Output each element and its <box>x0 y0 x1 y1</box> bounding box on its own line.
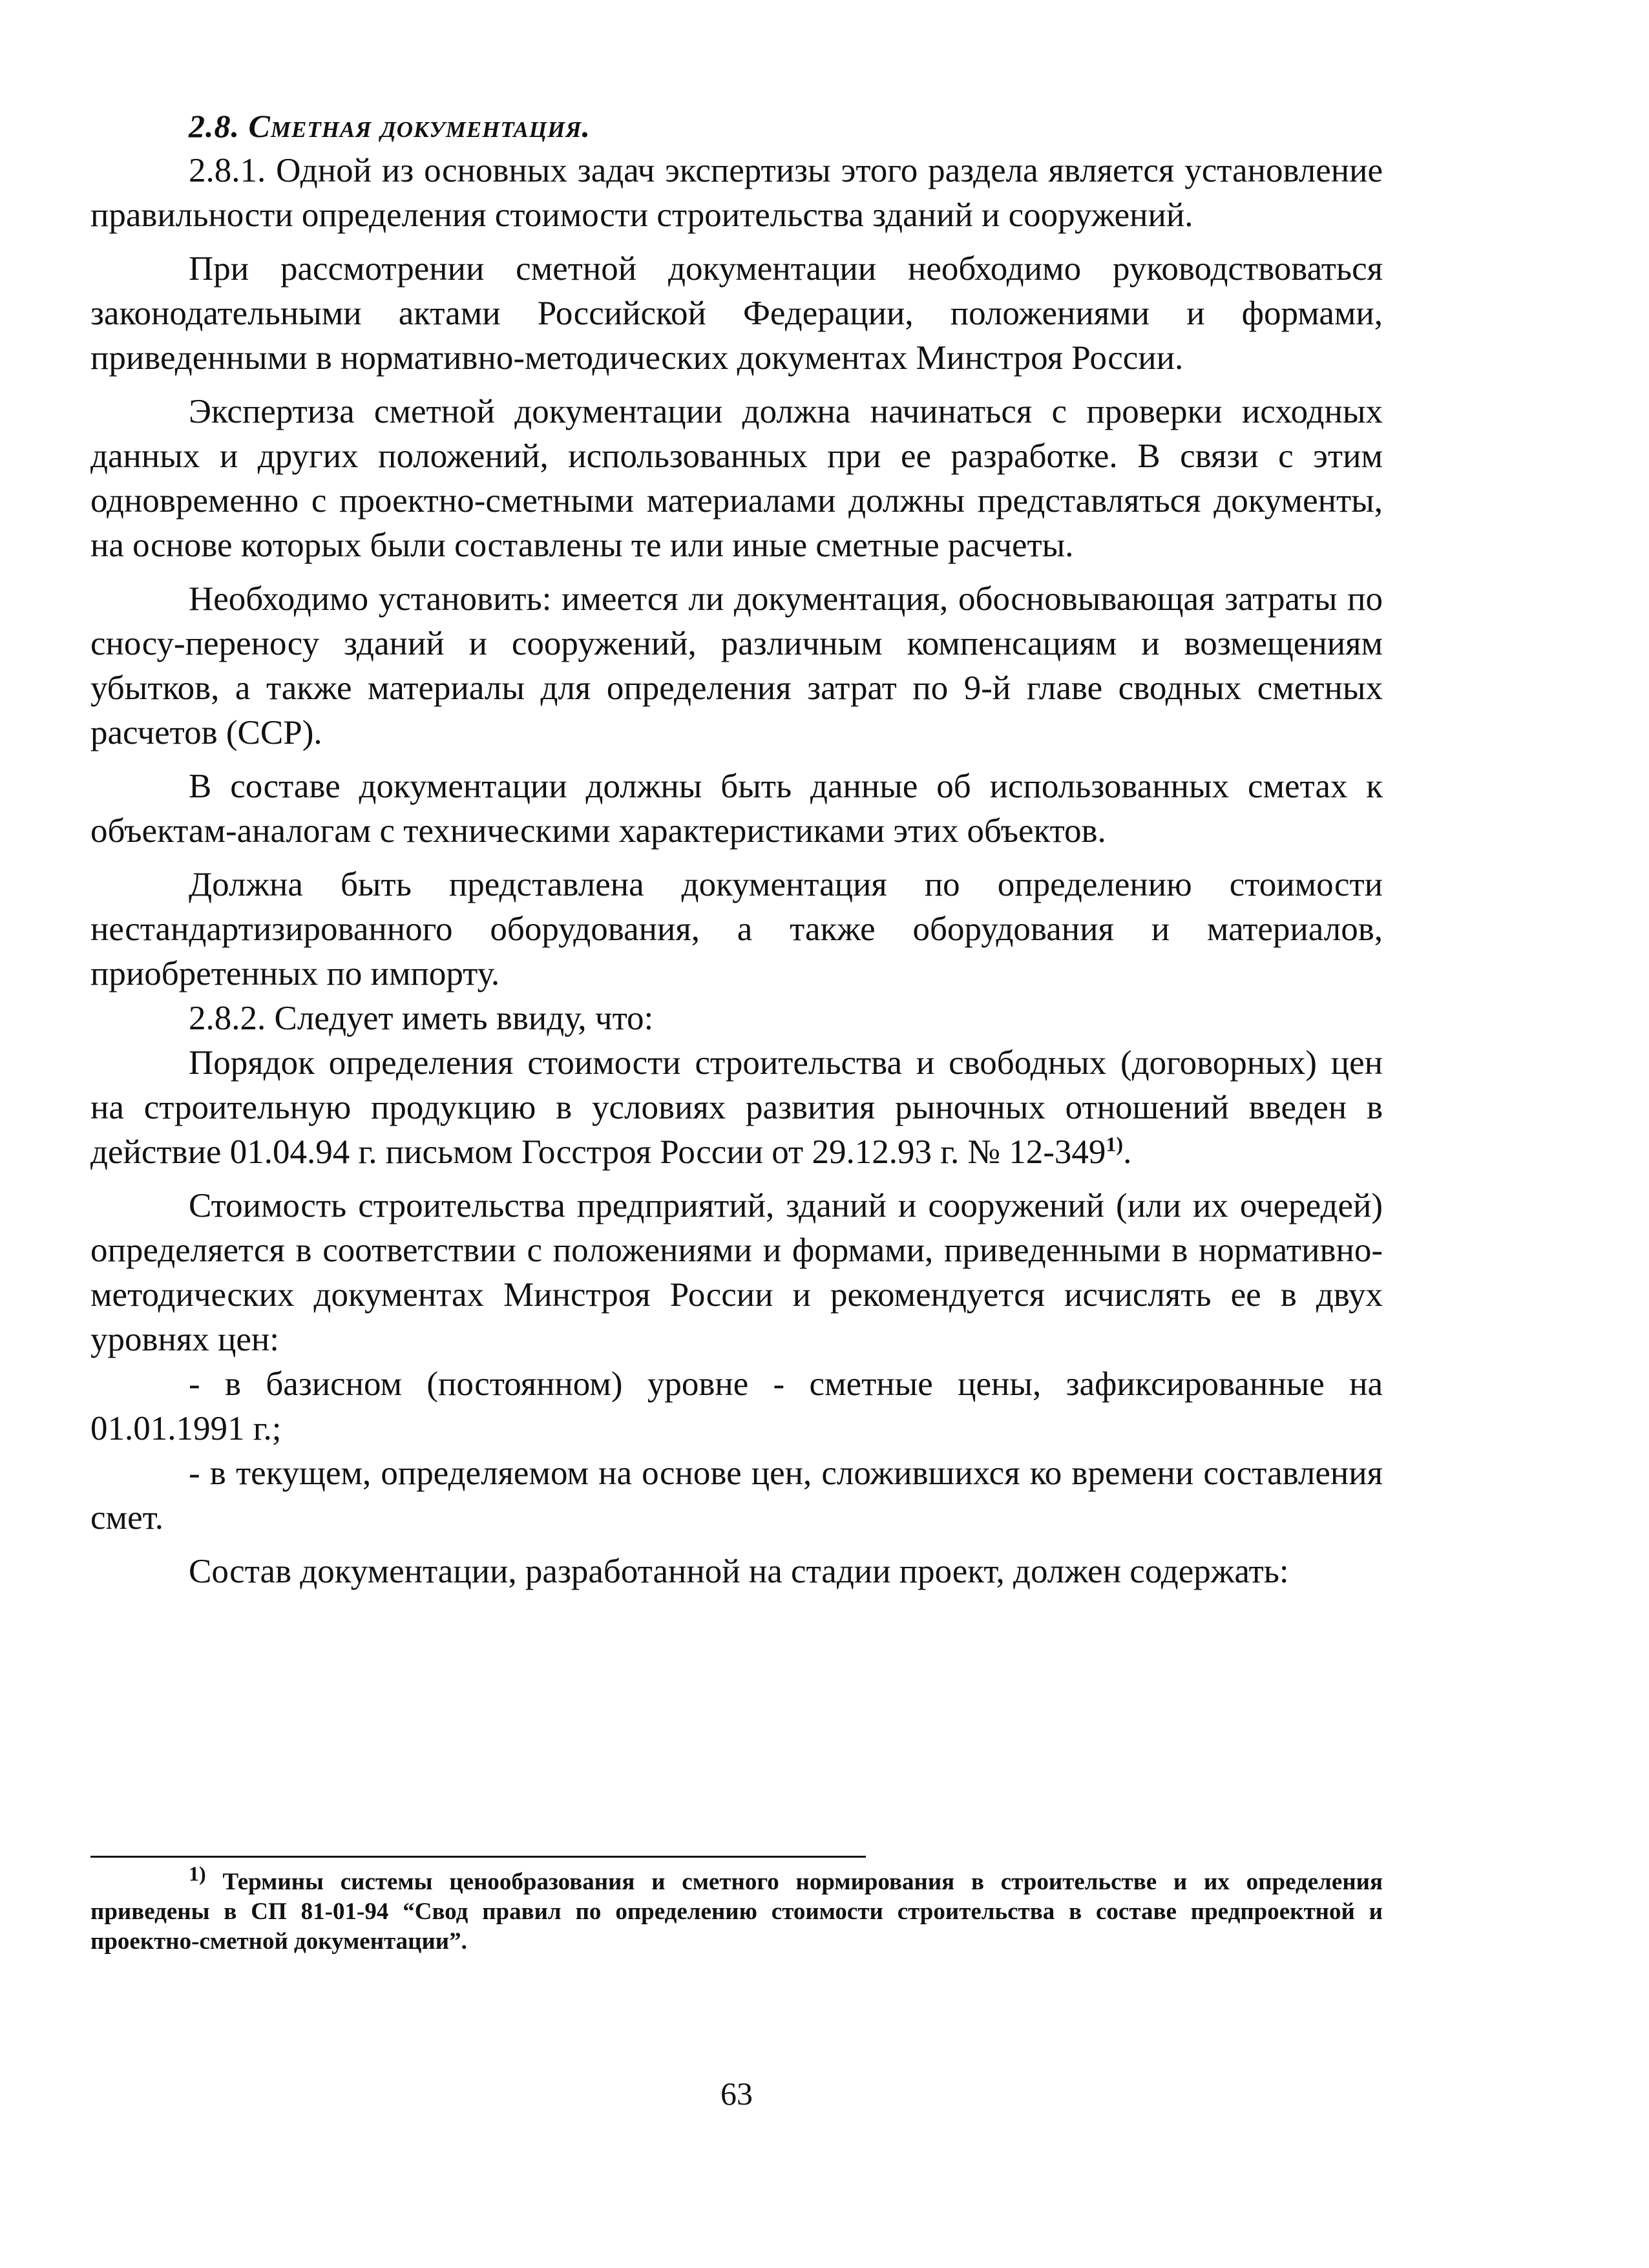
paragraph-4: Необходимо установить: имеется ли документация, обосновывающая затраты по сносу-переносу зданий и сооружений, различным компенсациям и возмещениям убытков, а также материалы для определения затрат по 9-й главе сводных сметных расчетов (ССР). <box>90 580 1383 751</box>
document-page <box>90 103 1383 2236</box>
page-number: 63 <box>720 2075 753 2112</box>
footnote-mark: 1) <box>189 1862 206 1885</box>
paragraph-5: В составе документации должны быть данные об использованных сметах к объектам-аналогам с техническими характеристиками этих объектов. <box>90 768 1383 850</box>
paragraph-1: 2.8.1. Одной из основных задач экспертизы этого раздела является установление правильности определения стоимости строительства зданий и сооружений. <box>90 152 1383 234</box>
paragraph-footnoted-end: . <box>1123 1133 1132 1171</box>
footnote-divider <box>90 1856 866 1858</box>
paragraph-2: При рассмотрении сметной документации необходимо руководствоваться законодательными актами Российской Федерации, положениями и формами, приведенными в нормативно-методических документах Минстроя России. <box>90 250 1383 377</box>
footnote-reference: 1) <box>1106 1132 1124 1156</box>
paragraph-11: - в текущем, определяемом на основе цен, сложившихся ко времени составления смет. <box>90 1454 1383 1537</box>
section-heading: 2.8. Сметная документация. <box>189 108 591 144</box>
paragraph-9: Стоимость строительства предприятий, зданий и сооружений (или их очередей) определяется в соответствии с положениями и формами, приведенными в нормативно-методических документах Минстроя России и рекомендуется исчислять ее в двух уровнях цен: <box>90 1187 1383 1358</box>
paragraph-footnoted-text: Порядок определения стоимости строительства и свободных (договорных) цен на строительную продукцию в условиях развития рыночных отношений введен в действие 01.04.94 г. письмом Госстроя России от 29.12.93 г. № 12-349 <box>90 1044 1383 1171</box>
paragraph-footnoted <box>90 1041 1383 1175</box>
paragraph-12: Состав документации, разработанной на стадии проект, должен содержать: <box>189 1553 1289 1590</box>
paragraph-7: 2.8.2. Следует иметь ввиду, что: <box>189 1000 654 1037</box>
footnote <box>90 1862 1383 1957</box>
paragraph-10: - в базисном (постоянном) уровне - сметные цены, зафиксированные на 01.01.1991 г.; <box>90 1365 1383 1447</box>
footnote-text: Термины системы ценообразования и сметного нормирования в строительстве и их определения приведены в СП 81-01-94 “Свод правил по определению стоимости строительства в составе предпроектной и проектно-сметной документации”. <box>90 1869 1383 1955</box>
paragraph-3: Экспертиза сметной документации должна начинаться с проверки исходных данных и других положений, использованных при ее разработке. В связи с этим одновременно с проектно-сметными материалами должны представляться документы, на основе которых были составлены те или иные сметные расчеты. <box>90 393 1383 564</box>
paragraph-6: Должна быть представлена документация по определению стоимости нестандартизированного оборудования, а также оборудования и материалов, приобретенных по импорту. <box>90 866 1383 992</box>
